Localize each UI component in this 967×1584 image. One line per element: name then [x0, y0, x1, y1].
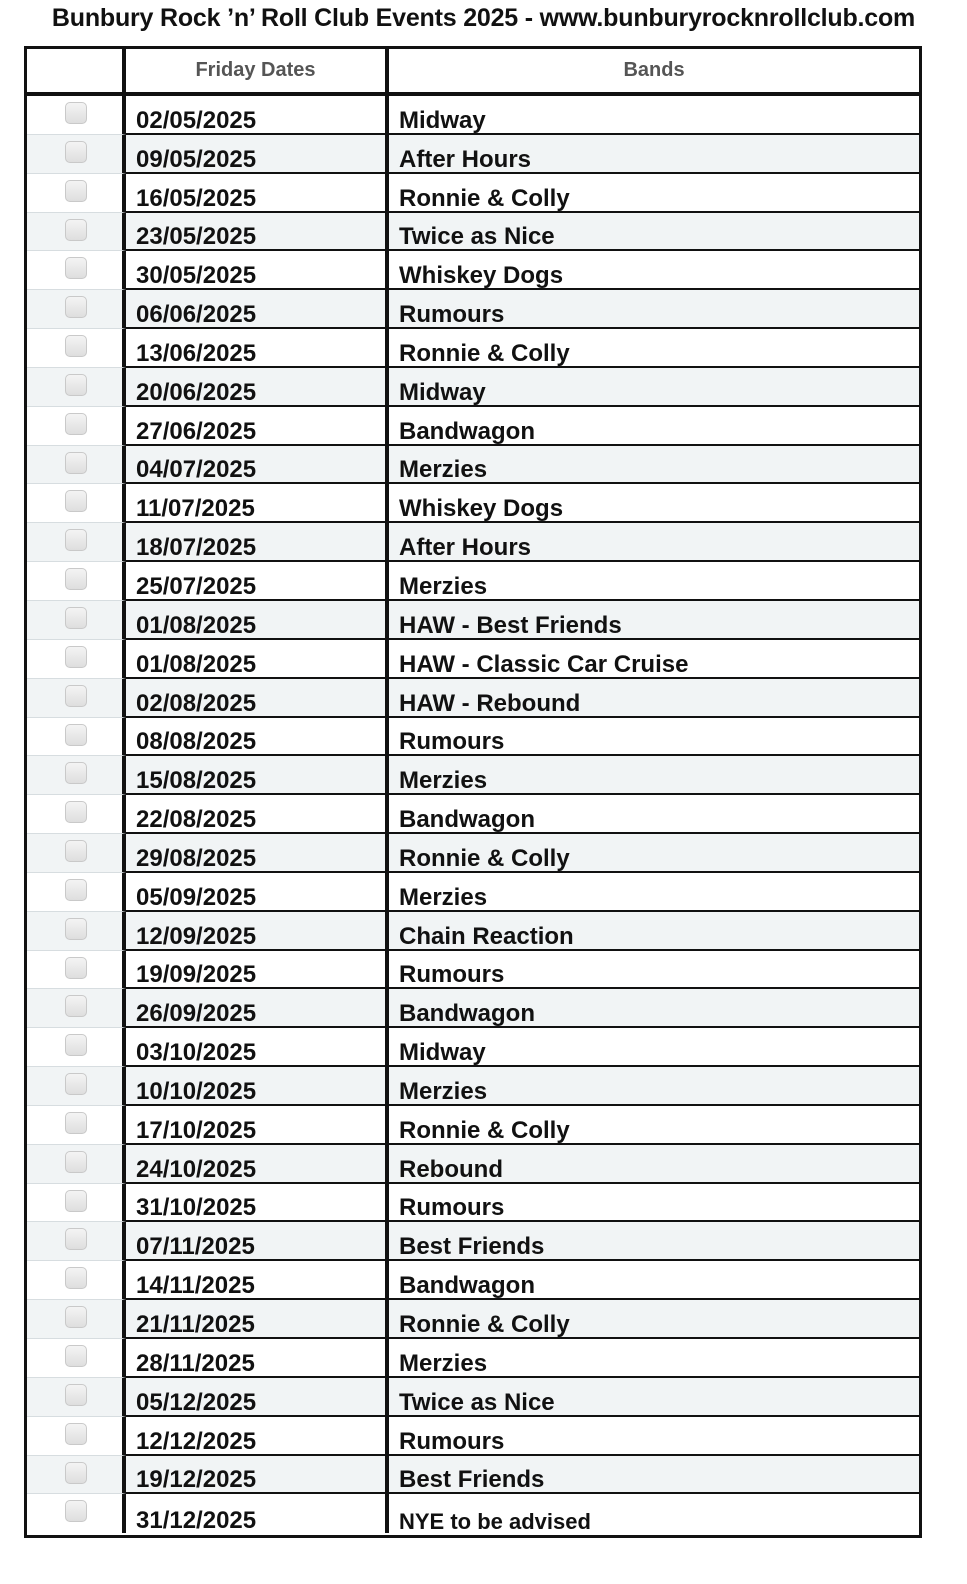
row-checkbox[interactable] [65, 1267, 87, 1289]
band-cell: Chain Reaction [389, 912, 919, 951]
events-table [24, 46, 922, 1538]
row-checkbox[interactable] [65, 374, 87, 396]
date-cell: 23/05/2025 [126, 213, 389, 252]
checkbox-cell [27, 523, 126, 562]
table-row [27, 679, 919, 718]
row-checkbox[interactable] [65, 918, 87, 940]
band-cell: Best Friends [389, 1456, 919, 1495]
band-cell: Ronnie & Colly [389, 174, 919, 213]
date-cell: 19/09/2025 [126, 951, 389, 990]
band-cell: Merzies [389, 1339, 919, 1378]
checkbox-cell [27, 1378, 126, 1417]
checkbox-cell [27, 1106, 126, 1145]
date-cell: 30/05/2025 [126, 251, 389, 290]
date-cell: 26/09/2025 [126, 989, 389, 1028]
checkbox-cell [27, 407, 126, 446]
checkbox-cell [27, 329, 126, 368]
table-row [27, 1494, 919, 1533]
date-cell: 31/12/2025 [126, 1494, 389, 1533]
date-cell: 01/08/2025 [126, 640, 389, 679]
row-checkbox[interactable] [65, 1306, 87, 1328]
row-checkbox[interactable] [65, 102, 87, 124]
band-cell: Whiskey Dogs [389, 484, 919, 523]
band-cell: Ronnie & Colly [389, 834, 919, 873]
date-cell: 08/08/2025 [126, 718, 389, 757]
checkbox-cell [27, 368, 126, 407]
band-cell: Ronnie & Colly [389, 329, 919, 368]
row-checkbox[interactable] [65, 1112, 87, 1134]
checkbox-cell [27, 1494, 126, 1533]
band-cell: Twice as Nice [389, 213, 919, 252]
table-row [27, 1067, 919, 1106]
table-row [27, 1339, 919, 1378]
row-checkbox[interactable] [65, 219, 87, 241]
table-row [27, 718, 919, 757]
row-checkbox[interactable] [65, 568, 87, 590]
date-cell: 04/07/2025 [126, 446, 389, 485]
table-row [27, 562, 919, 601]
table-row [27, 407, 919, 446]
row-checkbox[interactable] [65, 957, 87, 979]
band-cell: Bandwagon [389, 1261, 919, 1300]
date-cell: 14/11/2025 [126, 1261, 389, 1300]
row-checkbox[interactable] [65, 685, 87, 707]
checkbox-cell [27, 951, 126, 990]
checkbox-cell [27, 174, 126, 213]
date-cell: 22/08/2025 [126, 795, 389, 834]
band-cell: Midway [389, 96, 919, 135]
band-cell: Whiskey Dogs [389, 251, 919, 290]
row-checkbox[interactable] [65, 607, 87, 629]
table-row [27, 446, 919, 485]
date-cell: 05/09/2025 [126, 873, 389, 912]
page-title: Bunbury Rock ’n’ Roll Club Events 2025 - www.bunburyrocknrollclub.com [51, 4, 916, 32]
checkbox-cell [27, 873, 126, 912]
checkbox-cell [27, 213, 126, 252]
table-row [27, 640, 919, 679]
row-checkbox[interactable] [65, 646, 87, 668]
table-row [27, 213, 919, 252]
date-cell: 12/12/2025 [126, 1417, 389, 1456]
row-checkbox[interactable] [65, 529, 87, 551]
date-cell: 02/08/2025 [126, 679, 389, 718]
header-friday-dates: Friday Dates [126, 49, 389, 92]
band-cell: Rebound [389, 1145, 919, 1184]
band-cell: HAW - Classic Car Cruise [389, 640, 919, 679]
table-row [27, 1378, 919, 1417]
table-row [27, 756, 919, 795]
date-cell: 24/10/2025 [126, 1145, 389, 1184]
checkbox-cell [27, 1145, 126, 1184]
band-cell: Midway [389, 1028, 919, 1067]
date-cell: 12/09/2025 [126, 912, 389, 951]
row-checkbox[interactable] [65, 1462, 87, 1484]
band-cell: Rumours [389, 951, 919, 990]
table-row [27, 368, 919, 407]
row-checkbox[interactable] [65, 724, 87, 746]
band-cell: HAW - Best Friends [389, 601, 919, 640]
row-checkbox[interactable] [65, 840, 87, 862]
checkbox-cell [27, 1339, 126, 1378]
date-cell: 07/11/2025 [126, 1222, 389, 1261]
date-cell: 29/08/2025 [126, 834, 389, 873]
band-cell: After Hours [389, 523, 919, 562]
row-checkbox[interactable] [65, 1384, 87, 1406]
checkbox-cell [27, 1417, 126, 1456]
date-cell: 21/11/2025 [126, 1300, 389, 1339]
row-checkbox[interactable] [65, 490, 87, 512]
checkbox-cell [27, 795, 126, 834]
table-row [27, 951, 919, 990]
header-bands: Bands [623, 59, 685, 81]
date-cell: 11/07/2025 [126, 484, 389, 523]
table-body [27, 96, 919, 1533]
band-cell: Rumours [389, 1184, 919, 1223]
row-checkbox[interactable] [65, 1500, 87, 1522]
checkbox-cell [27, 756, 126, 795]
band-cell: Rumours [389, 1417, 919, 1456]
band-cell: Bandwagon [389, 795, 919, 834]
row-checkbox[interactable] [65, 413, 87, 435]
checkbox-cell [27, 446, 126, 485]
row-checkbox[interactable] [65, 1073, 87, 1095]
checkbox-cell [27, 1456, 126, 1495]
band-cell: Ronnie & Colly [389, 1106, 919, 1145]
table-row [27, 1184, 919, 1223]
table-row [27, 96, 919, 135]
table-row [27, 601, 919, 640]
date-cell: 27/06/2025 [126, 407, 389, 446]
date-cell: 10/10/2025 [126, 1067, 389, 1106]
checkbox-cell [27, 562, 126, 601]
row-checkbox[interactable] [65, 257, 87, 279]
row-checkbox[interactable] [65, 995, 87, 1017]
table-row [27, 1106, 919, 1145]
band-cell: Best Friends [389, 1222, 919, 1261]
row-checkbox[interactable] [65, 180, 87, 202]
date-cell: 28/11/2025 [126, 1339, 389, 1378]
table-row [27, 989, 919, 1028]
checkbox-cell [27, 834, 126, 873]
table-header-row [27, 49, 919, 96]
row-checkbox[interactable] [65, 452, 87, 474]
date-cell: 19/12/2025 [126, 1456, 389, 1495]
table-row [27, 290, 919, 329]
table-row [27, 251, 919, 290]
checkbox-cell [27, 1300, 126, 1339]
table-row [27, 1417, 919, 1456]
date-cell: 17/10/2025 [126, 1106, 389, 1145]
date-cell: 03/10/2025 [126, 1028, 389, 1067]
checkbox-cell [27, 96, 126, 135]
row-checkbox[interactable] [65, 1345, 87, 1367]
date-cell: 02/05/2025 [126, 96, 389, 135]
table-row [27, 873, 919, 912]
table-row [27, 1300, 919, 1339]
checkbox-cell [27, 912, 126, 951]
band-cell: Rumours [389, 290, 919, 329]
table-row [27, 1028, 919, 1067]
table-row [27, 1222, 919, 1261]
table-row [27, 912, 919, 951]
date-cell: 20/06/2025 [126, 368, 389, 407]
row-checkbox[interactable] [65, 335, 87, 357]
row-checkbox[interactable] [65, 141, 87, 163]
checkbox-cell [27, 989, 126, 1028]
band-cell: Midway [389, 368, 919, 407]
table-row [27, 1261, 919, 1300]
band-cell: Bandwagon [389, 989, 919, 1028]
table-row [27, 484, 919, 523]
checkbox-cell [27, 1184, 126, 1223]
date-cell: 31/10/2025 [126, 1184, 389, 1223]
date-cell: 15/08/2025 [126, 756, 389, 795]
row-checkbox[interactable] [65, 1151, 87, 1173]
band-cell: Merzies [389, 1067, 919, 1106]
band-cell: After Hours [389, 135, 919, 174]
row-checkbox[interactable] [65, 1423, 87, 1445]
date-cell: 09/05/2025 [126, 135, 389, 174]
band-cell: NYE to be advised [399, 1509, 591, 1534]
band-cell: Merzies [389, 446, 919, 485]
table-row [27, 523, 919, 562]
band-cell: Ronnie & Colly [389, 1300, 919, 1339]
checkbox-cell [27, 1261, 126, 1300]
row-checkbox[interactable] [65, 879, 87, 901]
row-checkbox[interactable] [65, 1228, 87, 1250]
table-row [27, 795, 919, 834]
checkbox-cell [27, 1028, 126, 1067]
table-row [27, 329, 919, 368]
checkbox-cell [27, 679, 126, 718]
table-row [27, 1145, 919, 1184]
header-checkbox-column [27, 49, 126, 92]
checkbox-cell [27, 718, 126, 757]
date-cell: 18/07/2025 [126, 523, 389, 562]
checkbox-cell [27, 290, 126, 329]
band-cell: Twice as Nice [389, 1378, 919, 1417]
table-row [27, 135, 919, 174]
row-checkbox[interactable] [65, 296, 87, 318]
row-checkbox[interactable] [65, 762, 87, 784]
row-checkbox[interactable] [65, 1190, 87, 1212]
checkbox-cell [27, 1067, 126, 1106]
date-cell: 16/05/2025 [126, 174, 389, 213]
band-cell: Merzies [389, 756, 919, 795]
table-row [27, 174, 919, 213]
checkbox-cell [27, 251, 126, 290]
table-row [27, 1456, 919, 1495]
checkbox-cell [27, 484, 126, 523]
checkbox-cell [27, 135, 126, 174]
table-row [27, 834, 919, 873]
band-cell: Bandwagon [389, 407, 919, 446]
band-cell: HAW - Rebound [389, 679, 919, 718]
row-checkbox[interactable] [65, 1034, 87, 1056]
band-cell: Rumours [389, 718, 919, 757]
date-cell: 05/12/2025 [126, 1378, 389, 1417]
band-cell: Merzies [389, 873, 919, 912]
checkbox-cell [27, 1222, 126, 1261]
row-checkbox[interactable] [65, 801, 87, 823]
checkbox-cell [27, 601, 126, 640]
date-cell: 06/06/2025 [126, 290, 389, 329]
date-cell: 25/07/2025 [126, 562, 389, 601]
band-cell: Merzies [389, 562, 919, 601]
date-cell: 01/08/2025 [126, 601, 389, 640]
date-cell: 13/06/2025 [126, 329, 389, 368]
checkbox-cell [27, 640, 126, 679]
